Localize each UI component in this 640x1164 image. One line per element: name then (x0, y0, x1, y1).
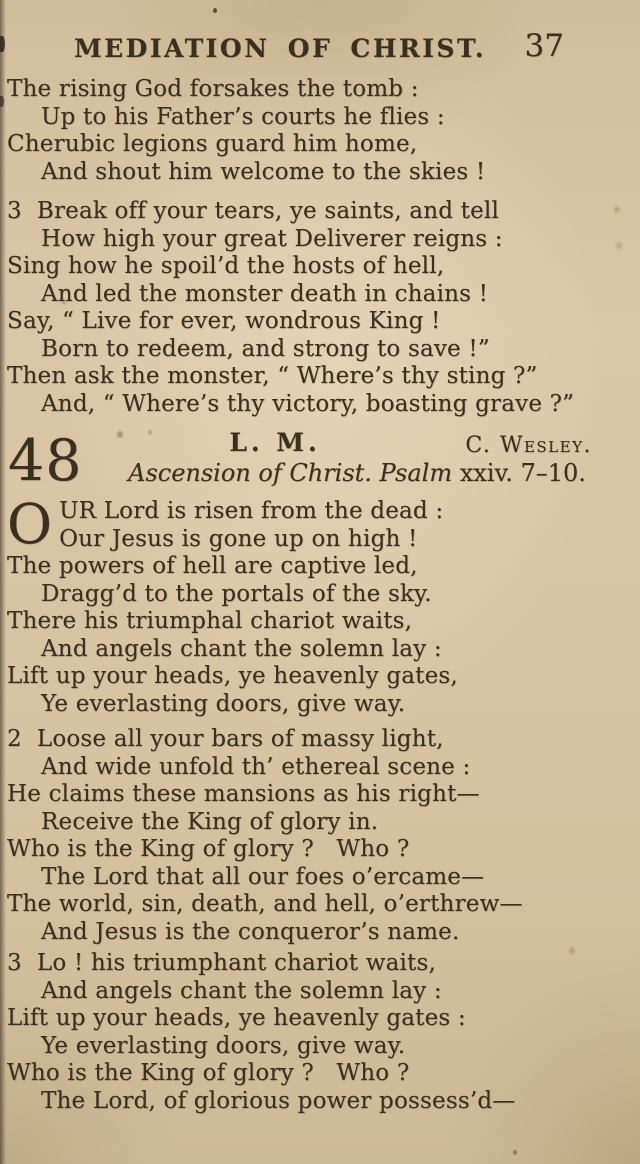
verse-line: Receive the King of glory in. (41, 808, 379, 835)
verse-text: Loose all your bars of massy light, (36, 726, 444, 752)
verse-text: Break off your tears, ye saints, and tell (36, 198, 500, 224)
verse-line (0, 198, 640, 226)
verse-line: He claims these mansions as his right— (7, 781, 480, 807)
verse-line: The world, sin, death, and hell, o’erthrew— (7, 891, 523, 917)
stanza-2 (0, 726, 640, 946)
running-title: MEDIATION OF CHRIST. (73, 34, 487, 63)
stanza-3 (0, 950, 640, 1115)
verse-line: The Lord, of glorious power possess’d— (41, 1087, 516, 1114)
stanza-number: 3 (7, 950, 22, 976)
stanza-1 (0, 492, 640, 718)
verse-line: Ye everlasting doors, give way. (41, 1032, 406, 1059)
hymn-author: C. Wesley. (465, 433, 592, 458)
verse-line: Lift up your heads, ye heavenly gates : (7, 1005, 466, 1031)
verse-line: Dragg’d to the portals of the sky. (41, 580, 432, 607)
verse-line: And led the monster death in chains ! (41, 280, 489, 307)
subtitle-italic: Ascension of Christ. Psalm (128, 459, 453, 487)
verse-line: Sing how he spoil’d the hosts of hell, (7, 253, 445, 279)
verse-line: Then ask the monster, “ Where’s thy sting ?” (7, 363, 538, 389)
verse-line: The rising God forsakes the tomb : (7, 76, 419, 102)
verse-line: Cherubic legions guard him home, (7, 131, 418, 157)
verse-line: Say, “ Live for ever, wondrous King ! (7, 308, 441, 334)
verse-line: And wide unfold th’ ethereal scene : (41, 753, 471, 780)
verse-line: And, “ Where’s thy victory, boasting grave ?” (41, 390, 575, 417)
verse-line: Up to his Father’s courts he flies : (41, 103, 445, 130)
hymn-meter: L. M. (229, 428, 321, 457)
drop-cap-initial: O (7, 492, 53, 556)
subtitle-reference: xxiv. 7–10. (452, 459, 586, 487)
verse-line: Ye everlasting doors, give way. (41, 690, 406, 717)
hymn-number: 48 (8, 428, 83, 494)
verse-line: And angels chant the solemn lay : (41, 977, 442, 1004)
foxing-specks (213, 8, 217, 13)
page-number: 37 (524, 28, 564, 64)
stanza-partial (0, 76, 640, 186)
running-head (0, 28, 640, 74)
stanza-number: 3 (7, 198, 22, 224)
verse-line: UR Lord is risen from the dead : (59, 498, 444, 524)
verse-line: And Jesus is the conqueror’s name. (41, 918, 460, 945)
verse-line: Our Jesus is gone up on high ! (59, 525, 418, 552)
verse-text: Lo ! his triumphant chariot waits, (36, 950, 437, 976)
verse-line: Who is the King of glory ? Who ? (7, 1060, 410, 1086)
verse-line: Born to redeem, and strong to save !” (41, 335, 490, 362)
verse-line: Who is the King of glory ? Who ? (7, 836, 410, 862)
stanza-3-previous-hymn (0, 198, 640, 418)
verse-line: And shout him welcome to the skies ! (41, 158, 486, 185)
hymn-heading (0, 428, 640, 500)
verse-line (0, 726, 640, 754)
hymn-subtitle (90, 459, 624, 487)
verse-line: The Lord that all our foes o’ercame— (41, 863, 485, 890)
verse-line: Lift up your heads, ye heavenly gates, (7, 663, 458, 689)
verse-line: And angels chant the solemn lay : (41, 635, 442, 662)
verse-line: How high your great Deliverer reigns : (41, 225, 503, 252)
verse-line: The powers of hell are captive led, (7, 553, 418, 579)
verse-line: There his triumphal chariot waits, (7, 608, 413, 634)
stanza-number: 2 (7, 726, 22, 752)
verse-line (0, 950, 640, 978)
